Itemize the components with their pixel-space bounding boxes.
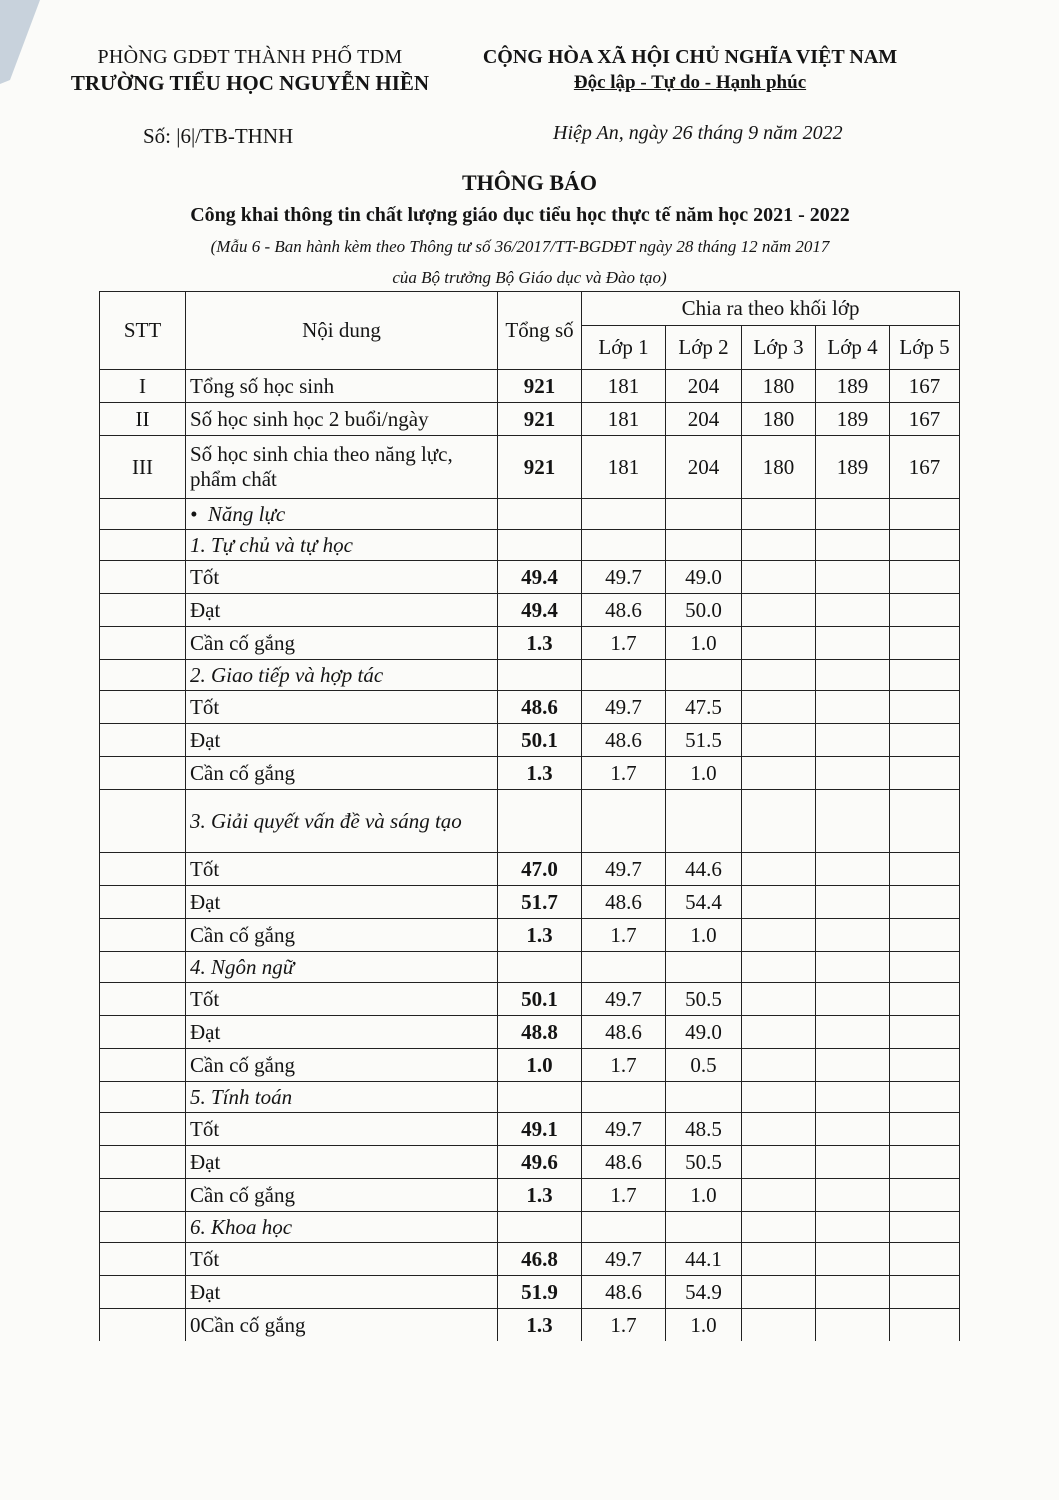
row-total: 1.3	[498, 757, 582, 790]
document-title: THÔNG BÁO	[461, 170, 598, 195]
cell-grade-1: 49.7	[582, 853, 666, 886]
row-label: Đạt	[186, 724, 498, 757]
row-label: Đạt	[186, 1276, 498, 1309]
cell-grade-2: 54.4	[666, 886, 742, 919]
row-stt: I	[100, 370, 186, 403]
row-label: Đạt	[186, 886, 498, 919]
competency-rows	[100, 530, 960, 1342]
cell-grade-3	[742, 724, 816, 757]
row-label: Đạt	[186, 594, 498, 627]
cell-grade-5	[890, 1049, 960, 1082]
table-row	[100, 1309, 960, 1342]
cell-grade-5	[890, 983, 960, 1016]
row-label: Cần cố gắng	[186, 627, 498, 660]
cell-grade-1: 181	[582, 370, 666, 403]
cell-grade-3	[742, 1049, 816, 1082]
cell-grade-3	[742, 1113, 816, 1146]
cell-grade-4	[816, 1146, 890, 1179]
row-total: 921	[498, 370, 582, 403]
row-total: 1.3	[498, 1309, 582, 1342]
table-row	[100, 1146, 960, 1179]
cell-grade-2: 1.0	[666, 757, 742, 790]
group-heading-row	[100, 660, 960, 691]
cell-grade-4	[816, 983, 890, 1016]
row-total: 49.4	[498, 561, 582, 594]
cell-grade-2: 47.5	[666, 691, 742, 724]
legal-reference-line2: của Bộ trưởng Bộ Giáo dục và Đào tạo)	[392, 268, 667, 287]
cell-grade-4	[816, 561, 890, 594]
row-label: Tổng số học sinh	[186, 370, 498, 403]
cell-grade-1: 48.6	[582, 724, 666, 757]
cell-grade-1: 48.6	[582, 1276, 666, 1309]
row-stt: II	[100, 403, 186, 436]
row-label: Số học sinh chia theo năng lực, phẩm chất	[186, 436, 498, 499]
cell-grade-2: 49.0	[666, 1016, 742, 1049]
row-total: 49.4	[498, 594, 582, 627]
header-content: Nội dung	[186, 292, 498, 370]
cell-grade-5	[890, 724, 960, 757]
row-label: Tốt	[186, 983, 498, 1016]
row-label: Cần cố gắng	[186, 919, 498, 952]
row-total: 51.9	[498, 1276, 582, 1309]
cell-grade-1: 1.7	[582, 1049, 666, 1082]
row-total: 48.6	[498, 691, 582, 724]
table-row	[100, 1113, 960, 1146]
group-heading-row	[100, 1082, 960, 1113]
cell-grade-5	[890, 886, 960, 919]
cell-grade-2: 44.1	[666, 1243, 742, 1276]
cell-grade-5	[890, 1309, 960, 1342]
cell-grade-1: 1.7	[582, 757, 666, 790]
table-row	[100, 561, 960, 594]
table-row	[100, 370, 960, 403]
group-heading-row	[100, 1212, 960, 1243]
header-grade-5: Lớp 5	[890, 326, 960, 370]
cell-grade-1: 1.7	[582, 919, 666, 952]
group-heading-row	[100, 530, 960, 561]
row-label: Tốt	[186, 1113, 498, 1146]
cell-grade-3	[742, 886, 816, 919]
cell-grade-2: 1.0	[666, 1309, 742, 1342]
table-row	[100, 853, 960, 886]
header-grade-2: Lớp 2	[666, 326, 742, 370]
cell-grade-4	[816, 1243, 890, 1276]
header-grade-group: Chia ra theo khối lớp	[582, 292, 960, 326]
cell-grade-5	[890, 757, 960, 790]
group-title: 6. Khoa học	[186, 1212, 498, 1243]
table-row	[100, 436, 960, 499]
row-label: Cần cố gắng	[186, 757, 498, 790]
group-title: 2. Giao tiếp và hợp tác	[186, 660, 498, 691]
bullet-heading: • Năng lực	[186, 499, 498, 530]
row-total: 1.0	[498, 1049, 582, 1082]
cell-grade-5: 167	[890, 370, 960, 403]
table-row	[100, 1049, 960, 1082]
cell-grade-2: 1.0	[666, 1179, 742, 1212]
cell-grade-1: 48.6	[582, 886, 666, 919]
cell-grade-3	[742, 919, 816, 952]
cell-grade-5	[890, 1016, 960, 1049]
republic-name: CỘNG HÒA XÃ HỘI CHỦ NGHĨA VIỆT NAM	[482, 46, 898, 68]
row-label: Đạt	[186, 1146, 498, 1179]
row-total: 1.3	[498, 1179, 582, 1212]
cell-grade-3	[742, 1016, 816, 1049]
cell-grade-4	[816, 886, 890, 919]
group-title: 3. Giải quyết vấn đề và sáng tạo	[186, 790, 498, 853]
cell-grade-1: 49.7	[582, 691, 666, 724]
table-row	[100, 403, 960, 436]
national-heading	[440, 46, 940, 94]
national-motto: Độc lập - Tự do - Hạnh phúc	[573, 72, 807, 93]
table-row	[100, 1276, 960, 1309]
row-label: Tốt	[186, 691, 498, 724]
cell-grade-5	[890, 1276, 960, 1309]
header-total: Tổng số	[498, 292, 582, 370]
document-number: Số: |6|/TB-THNH	[143, 124, 294, 148]
cell-grade-5	[890, 919, 960, 952]
row-total: 47.0	[498, 853, 582, 886]
cell-grade-4	[816, 853, 890, 886]
row-total: 921	[498, 436, 582, 499]
cell-grade-2: 50.5	[666, 1146, 742, 1179]
cell-grade-3	[742, 627, 816, 660]
cell-grade-4: 189	[816, 403, 890, 436]
cell-grade-4: 189	[816, 370, 890, 403]
table-row	[100, 724, 960, 757]
cell-grade-5	[890, 594, 960, 627]
row-label: Tốt	[186, 853, 498, 886]
cell-grade-3	[742, 1309, 816, 1342]
cell-grade-3	[742, 691, 816, 724]
row-total: 50.1	[498, 983, 582, 1016]
group-title: 4. Ngôn ngữ	[186, 952, 498, 983]
cell-grade-4	[816, 1179, 890, 1212]
cell-grade-4	[816, 1049, 890, 1082]
group-heading-row	[100, 952, 960, 983]
cell-grade-4	[816, 1016, 890, 1049]
row-total: 1.3	[498, 627, 582, 660]
row-total: 921	[498, 403, 582, 436]
cell-grade-4	[816, 1276, 890, 1309]
cell-grade-3	[742, 1146, 816, 1179]
row-stt: III	[100, 436, 186, 499]
cell-grade-2: 54.9	[666, 1276, 742, 1309]
cell-grade-1: 181	[582, 436, 666, 499]
table-row	[100, 983, 960, 1016]
bullet-heading-text: Năng lực	[207, 501, 286, 526]
table-row	[100, 757, 960, 790]
cell-grade-3: 180	[742, 436, 816, 499]
table-row	[100, 627, 960, 660]
cell-grade-4: 189	[816, 436, 890, 499]
table-row	[100, 594, 960, 627]
cell-grade-2: 0.5	[666, 1049, 742, 1082]
cell-grade-2: 204	[666, 370, 742, 403]
row-total: 48.8	[498, 1016, 582, 1049]
cell-grade-5	[890, 1243, 960, 1276]
cell-grade-4	[816, 627, 890, 660]
header-grade-3: Lớp 3	[742, 326, 816, 370]
cell-grade-1: 48.6	[582, 594, 666, 627]
row-label: Đạt	[186, 1016, 498, 1049]
row-total: 49.6	[498, 1146, 582, 1179]
quality-statistics-table	[99, 291, 960, 1341]
cell-grade-3	[742, 1243, 816, 1276]
cell-grade-4	[816, 919, 890, 952]
row-total: 1.3	[498, 919, 582, 952]
legal-reference-line1: (Mẫu 6 - Ban hành kèm theo Thông tư số 36/2017/TT-BGDĐT ngày 28 tháng 12 năm 2017	[210, 237, 830, 256]
table-row	[100, 886, 960, 919]
table-row	[100, 1016, 960, 1049]
cell-grade-2: 50.0	[666, 594, 742, 627]
cell-grade-5	[890, 853, 960, 886]
row-label: Tốt	[186, 561, 498, 594]
row-total: 51.7	[498, 886, 582, 919]
header-stt: STT	[100, 292, 186, 370]
header-grade-1: Lớp 1	[582, 326, 666, 370]
cell-grade-1: 1.7	[582, 627, 666, 660]
group-title: 5. Tính toán	[186, 1082, 498, 1113]
row-total: 49.1	[498, 1113, 582, 1146]
cell-grade-2: 48.5	[666, 1113, 742, 1146]
table-row	[100, 1243, 960, 1276]
department-name: PHÒNG GDĐT THÀNH PHỐ TDM	[97, 46, 403, 68]
cell-grade-3	[742, 561, 816, 594]
cell-grade-2: 44.6	[666, 853, 742, 886]
cell-grade-1: 49.7	[582, 1243, 666, 1276]
cell-grade-5: 167	[890, 403, 960, 436]
cell-grade-5	[890, 691, 960, 724]
table-row	[100, 691, 960, 724]
cell-grade-1: 1.7	[582, 1309, 666, 1342]
table-row	[100, 499, 960, 530]
cell-grade-2: 204	[666, 403, 742, 436]
group-title: 1. Tự chủ và tự học	[186, 530, 498, 561]
cell-grade-3: 180	[742, 370, 816, 403]
cell-grade-3	[742, 594, 816, 627]
cell-grade-5	[890, 561, 960, 594]
cell-grade-4	[816, 594, 890, 627]
cell-grade-1: 48.6	[582, 1016, 666, 1049]
row-total: 50.1	[498, 724, 582, 757]
cell-grade-2: 204	[666, 436, 742, 499]
cell-grade-2: 1.0	[666, 627, 742, 660]
cell-grade-3	[742, 757, 816, 790]
cell-grade-3	[742, 983, 816, 1016]
row-total: 46.8	[498, 1243, 582, 1276]
document-date: Hiệp An, ngày 26 tháng 9 năm 2022	[553, 122, 843, 144]
cell-grade-4	[816, 1309, 890, 1342]
cell-grade-3: 180	[742, 403, 816, 436]
document-subtitle: Công khai thông tin chất lượng giáo dục tiểu học thực tế năm học 2021 - 2022	[190, 204, 850, 226]
cell-grade-1: 181	[582, 403, 666, 436]
table-row	[100, 919, 960, 952]
issuer-block	[40, 46, 460, 96]
cell-grade-3	[742, 1179, 816, 1212]
cell-grade-1: 48.6	[582, 1146, 666, 1179]
cell-grade-5	[890, 1179, 960, 1212]
row-label: Cần cố gắng	[186, 1179, 498, 1212]
cell-grade-5	[890, 1146, 960, 1179]
cell-grade-5	[890, 627, 960, 660]
group-heading-row	[100, 790, 960, 853]
cell-grade-1: 1.7	[582, 1179, 666, 1212]
cell-grade-5	[890, 1113, 960, 1146]
cell-grade-4	[816, 691, 890, 724]
row-label: Tốt	[186, 1243, 498, 1276]
cell-grade-2: 49.0	[666, 561, 742, 594]
cell-grade-1: 49.7	[582, 983, 666, 1016]
cell-grade-1: 49.7	[582, 1113, 666, 1146]
cell-grade-4	[816, 1113, 890, 1146]
cell-grade-2: 51.5	[666, 724, 742, 757]
cell-grade-3	[742, 1276, 816, 1309]
cell-grade-3	[742, 853, 816, 886]
cell-grade-2: 50.5	[666, 983, 742, 1016]
cell-grade-4	[816, 724, 890, 757]
row-label: 0Cần cố gắng	[186, 1309, 498, 1342]
header-grade-4: Lớp 4	[816, 326, 890, 370]
cell-grade-1: 49.7	[582, 561, 666, 594]
row-label: Số học sinh học 2 buổi/ngày	[186, 403, 498, 436]
table-row	[100, 1179, 960, 1212]
cell-grade-5: 167	[890, 436, 960, 499]
cell-grade-2: 1.0	[666, 919, 742, 952]
school-name: TRƯỜNG TIỂU HỌC NGUYỄN HIỀN	[70, 71, 430, 95]
row-label: Cần cố gắng	[186, 1049, 498, 1082]
cell-grade-4	[816, 757, 890, 790]
